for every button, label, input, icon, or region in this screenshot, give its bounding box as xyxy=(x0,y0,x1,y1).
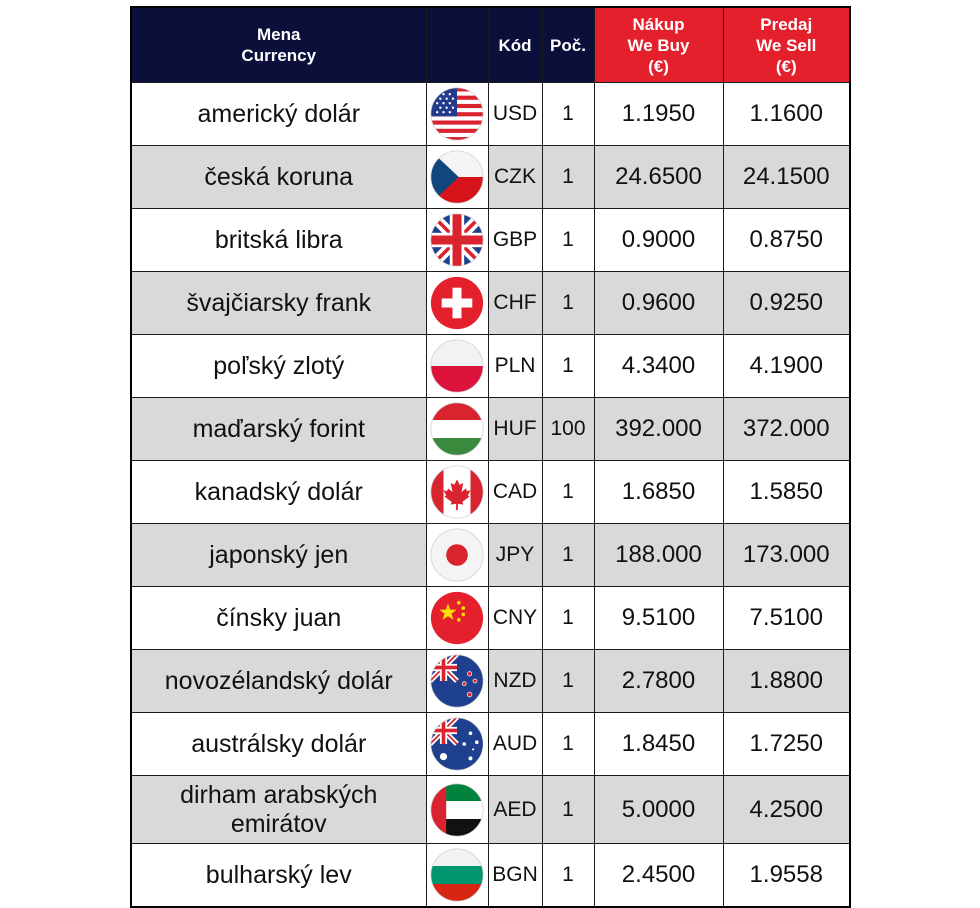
table-row xyxy=(131,146,850,209)
header-row xyxy=(131,7,850,83)
flag-cell xyxy=(426,650,488,713)
currency-name: čínsky juan xyxy=(131,587,426,650)
usa-flag-icon xyxy=(430,87,484,141)
currency-name: japonský jen xyxy=(131,524,426,587)
buy-header-sk: Nákup xyxy=(632,14,685,34)
currency-name: austrálsky dolár xyxy=(131,713,426,776)
new-zealand-flag-icon xyxy=(430,654,484,708)
china-flag-icon xyxy=(430,591,484,645)
currency-name: maďarský forint xyxy=(131,398,426,461)
sell-header-sk: Predaj xyxy=(760,14,813,34)
units: 1 xyxy=(542,587,594,650)
units: 1 xyxy=(542,776,594,844)
buy-rate: 4.3400 xyxy=(594,335,723,398)
sell-rate: 1.9558 xyxy=(723,844,850,908)
units: 1 xyxy=(542,844,594,908)
currency-code: NZD xyxy=(488,650,542,713)
currency-name: novozélandský dolár xyxy=(131,650,426,713)
buy-rate: 24.6500 xyxy=(594,146,723,209)
currency-name: poľský zlotý xyxy=(131,335,426,398)
currency-code: USD xyxy=(488,83,542,146)
flag-cell xyxy=(426,146,488,209)
currency-name: kanadský dolár xyxy=(131,461,426,524)
units: 1 xyxy=(542,524,594,587)
units: 100 xyxy=(542,398,594,461)
table-row xyxy=(131,272,850,335)
table-row xyxy=(131,713,850,776)
flag-cell xyxy=(426,844,488,908)
uae-flag-icon xyxy=(430,783,484,837)
buy-rate: 9.5100 xyxy=(594,587,723,650)
currency-name: bulharský lev xyxy=(131,844,426,908)
currency-code: CHF xyxy=(488,272,542,335)
flag-cell xyxy=(426,83,488,146)
units: 1 xyxy=(542,461,594,524)
sell-rate: 1.1600 xyxy=(723,83,850,146)
sell-rate: 372.000 xyxy=(723,398,850,461)
flag-cell xyxy=(426,209,488,272)
czech-flag-icon xyxy=(430,150,484,204)
currency-code: GBP xyxy=(488,209,542,272)
swiss-flag-icon xyxy=(430,276,484,330)
currency-header-sk: Mena xyxy=(257,25,301,44)
units: 1 xyxy=(542,713,594,776)
table-row xyxy=(131,587,850,650)
buy-rate: 1.6850 xyxy=(594,461,723,524)
currency-code: HUF xyxy=(488,398,542,461)
flag-cell xyxy=(426,713,488,776)
flag-cell xyxy=(426,398,488,461)
currency-name: švajčiarsky frank xyxy=(131,272,426,335)
units: 1 xyxy=(542,335,594,398)
uk-flag-icon xyxy=(430,213,484,267)
flag-header xyxy=(426,7,488,83)
currency-header-en: Currency xyxy=(241,46,317,65)
table-row xyxy=(131,524,850,587)
sell-header xyxy=(723,7,850,83)
sell-header-en: We Sell xyxy=(756,35,817,55)
units: 1 xyxy=(542,83,594,146)
flag-cell xyxy=(426,587,488,650)
units: 1 xyxy=(542,146,594,209)
buy-rate: 0.9600 xyxy=(594,272,723,335)
table-row xyxy=(131,398,850,461)
exchange-rates-table xyxy=(130,6,851,908)
currency-name: dirham arabských emirátov xyxy=(131,776,426,844)
poland-flag-icon xyxy=(430,339,484,393)
table-row xyxy=(131,776,850,844)
buy-rate: 2.7800 xyxy=(594,650,723,713)
table-row xyxy=(131,335,850,398)
units-header: Poč. xyxy=(542,7,594,83)
buy-rate: 2.4500 xyxy=(594,844,723,908)
currency-code: CZK xyxy=(488,146,542,209)
currency-code: CNY xyxy=(488,587,542,650)
flag-cell xyxy=(426,335,488,398)
units: 1 xyxy=(542,272,594,335)
currency-name: česká koruna xyxy=(131,146,426,209)
buy-rate: 1.8450 xyxy=(594,713,723,776)
sell-rate: 1.7250 xyxy=(723,713,850,776)
buy-header-en: We Buy xyxy=(627,35,690,55)
code-header: Kód xyxy=(488,7,542,83)
buy-rate: 5.0000 xyxy=(594,776,723,844)
table-row xyxy=(131,209,850,272)
flag-cell xyxy=(426,524,488,587)
units: 1 xyxy=(542,650,594,713)
buy-rate: 1.1950 xyxy=(594,83,723,146)
currency-header xyxy=(131,7,426,83)
buy-header-unit: (€) xyxy=(648,56,669,76)
sell-rate: 173.000 xyxy=(723,524,850,587)
australia-flag-icon xyxy=(430,717,484,771)
currency-code: JPY xyxy=(488,524,542,587)
buy-header xyxy=(594,7,723,83)
table-row xyxy=(131,461,850,524)
currency-code: PLN xyxy=(488,335,542,398)
sell-rate: 4.1900 xyxy=(723,335,850,398)
table-row xyxy=(131,650,850,713)
sell-rate: 0.8750 xyxy=(723,209,850,272)
buy-rate: 0.9000 xyxy=(594,209,723,272)
currency-name: britská libra xyxy=(131,209,426,272)
bulgaria-flag-icon xyxy=(430,848,484,902)
currency-code: AED xyxy=(488,776,542,844)
currency-code: CAD xyxy=(488,461,542,524)
buy-rate: 188.000 xyxy=(594,524,723,587)
sell-rate: 1.8800 xyxy=(723,650,850,713)
currency-name: americký dolár xyxy=(131,83,426,146)
buy-rate: 392.000 xyxy=(594,398,723,461)
flag-cell xyxy=(426,776,488,844)
sell-rate: 24.1500 xyxy=(723,146,850,209)
flag-cell xyxy=(426,461,488,524)
sell-rate: 1.5850 xyxy=(723,461,850,524)
sell-rate: 4.2500 xyxy=(723,776,850,844)
canada-flag-icon xyxy=(430,465,484,519)
sell-rate: 7.5100 xyxy=(723,587,850,650)
sell-rate: 0.9250 xyxy=(723,272,850,335)
currency-code: BGN xyxy=(488,844,542,908)
table-row xyxy=(131,83,850,146)
sell-header-unit: (€) xyxy=(775,56,797,76)
currency-code: AUD xyxy=(488,713,542,776)
japan-flag-icon xyxy=(430,528,484,582)
units: 1 xyxy=(542,209,594,272)
hungary-flag-icon xyxy=(430,402,484,456)
flag-cell xyxy=(426,272,488,335)
table-row xyxy=(131,844,850,908)
